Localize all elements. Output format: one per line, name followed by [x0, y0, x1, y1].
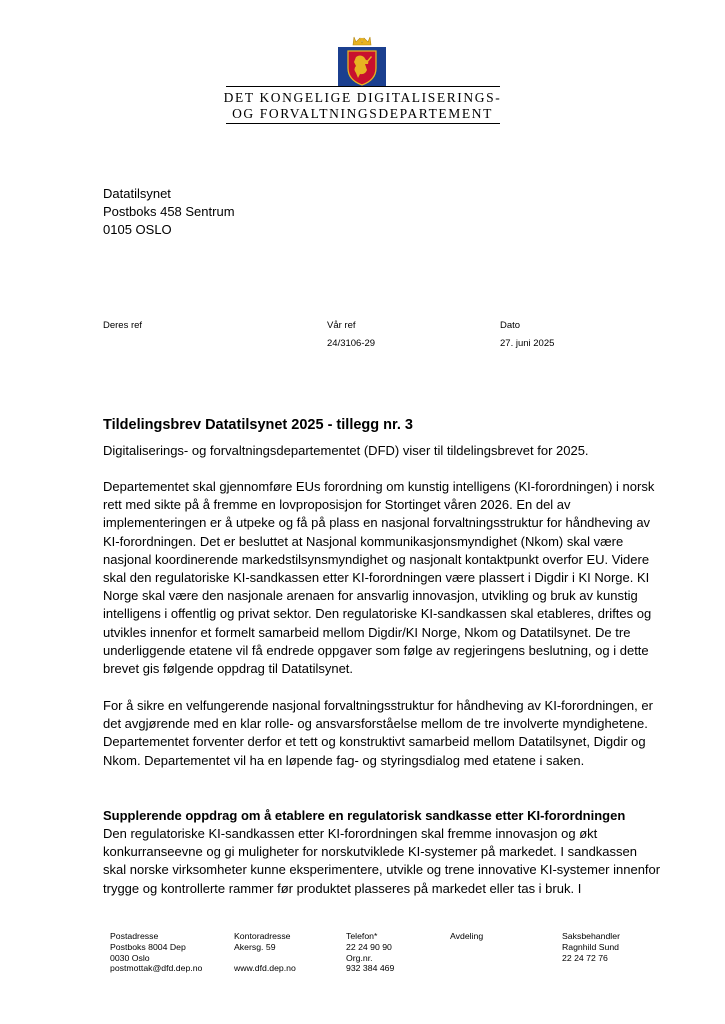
sandbox-paragraph: Den regulatoriske KI-sandkassen etter KI-forordningen skal fremme innovasjon og økt konkurranseevne og gi muligheter for norskutviklede KI-systemer på markedet. I sandkassen skal norske virksomheter kunne eksperimentere, utvikle og trene innovative KI-systemer innenfor trygge og kontrollerte rammer før produktet plasseres på markedet eller tas i bruk. I — [103, 826, 661, 896]
footer-label: Saksbehandler — [562, 931, 620, 941]
footer-value: 0030 Oslo — [110, 952, 150, 963]
recipient-street: Postboks 458 Sentrum — [103, 204, 235, 219]
footer-postadresse — [110, 931, 202, 974]
footer-telefon — [346, 931, 394, 974]
cooperation-paragraph: For å sikre en velfungerende nasjonal forvaltningsstruktur for håndheving av KI-forordningen, er det avgjørende med en klar rolle- og ansvarsforståelse mellom de tre involverte myndighetene. Departementet forventer derfor et tett og konstruktivt samarbeid mellom Datatilsynet, Digdir og Nkom. Departementet vil ha en løpende fag- og styringsdialog med etatene i saken. — [103, 698, 653, 768]
ministry-name-line1: DET KONGELIGE DIGITALISERINGS- — [223, 90, 502, 105]
footer-value: Ragnhild Sund — [562, 941, 619, 952]
footer-label: Postadresse — [110, 931, 159, 941]
footer-saksbehandler — [562, 931, 620, 963]
footer-email-link[interactable]: postmottak@dfd.dep.no — [110, 963, 203, 974]
footer-value: 22 24 90 90 — [346, 941, 392, 952]
footer-value — [234, 953, 296, 964]
footer-avdeling — [450, 931, 483, 942]
footer-label: Org.nr. — [346, 952, 373, 963]
footer-website-link[interactable]: www.dfd.dep.no — [234, 963, 296, 974]
recipient-name: Datatilsynet — [103, 186, 171, 201]
letterhead-rule-bottom — [226, 123, 500, 124]
dato-label: Dato — [500, 320, 521, 331]
intro-paragraph: Digitaliserings- og forvaltningsdepartementet (DFD) viser til tildelingsbrevet for 2025. — [103, 443, 589, 458]
footer-label: Kontoradresse — [234, 931, 291, 941]
section-subheading: Supplerende oppdrag om å etablere en regulatorisk sandkasse etter KI-forordningen — [103, 808, 626, 823]
footer-label: Telefon* — [346, 931, 378, 941]
royal-coat-of-arms-icon — [338, 35, 386, 87]
dato-value: 27. juni 2025 — [500, 338, 555, 349]
deres-ref-label: Deres ref — [103, 320, 143, 331]
footer-value: 932 384 469 — [346, 963, 395, 974]
background-paragraph: Departementet skal gjennomføre EUs forordning om kunstig intelligens (KI-forordningen) i norsk rett med sikte på å fremme en lovproposisjon for Stortinget våren 2026. En del av implementeringen er å utpeke og få på plass en nasjonal forvaltningsstruktur for håndheving av KI-forordningen. Det er besluttet at Nasjonal kommunikasjonsmyndighet (Nkom) skal være nasjonal koordinerende markedstilsynsmyndighet og nasjonalt kontaktpunkt overfor EU. Videre skal den regulatoriske KI-sandkassen etter KI-forordningen være plassert i Digdir i KI Norge. KI Norge skal være den nasjonale arenaen for ansvarlig innovasjon, utvikling og bruk av kunstig intelligens i offentlig og privat sektor. Den regulatoriske KI-sandkassen skal etableres, driftes og utvikles innenfor et formelt samarbeid mellom Digdir/KI Norge, Nkom og Datatilsynet. De tre underliggende etatene vil få endrede oppgaver som følge av regjeringens beslutning, og i dette brevet gis følgende oppdrag til Datatilsynet. — [103, 479, 655, 677]
letter-title: Tildelingsbrev Datatilsynet 2025 - tillegg nr. 3 — [103, 417, 413, 433]
var-ref-label: Vår ref — [327, 320, 356, 331]
recipient-city: 0105 OSLO — [103, 222, 172, 237]
footer-value: Postboks 8004 Dep — [110, 941, 186, 952]
footer-kontoradresse — [234, 931, 296, 974]
ministry-name-line2: OG FORVALTNINGSDEPARTEMENT — [232, 106, 493, 121]
footer-value: Akersg. 59 — [234, 941, 276, 952]
footer-value: 22 24 72 76 — [562, 952, 608, 963]
letterhead-rule-top — [226, 86, 500, 87]
var-ref-value: 24/3106-29 — [327, 338, 376, 349]
footer-label: Avdeling — [450, 931, 484, 941]
